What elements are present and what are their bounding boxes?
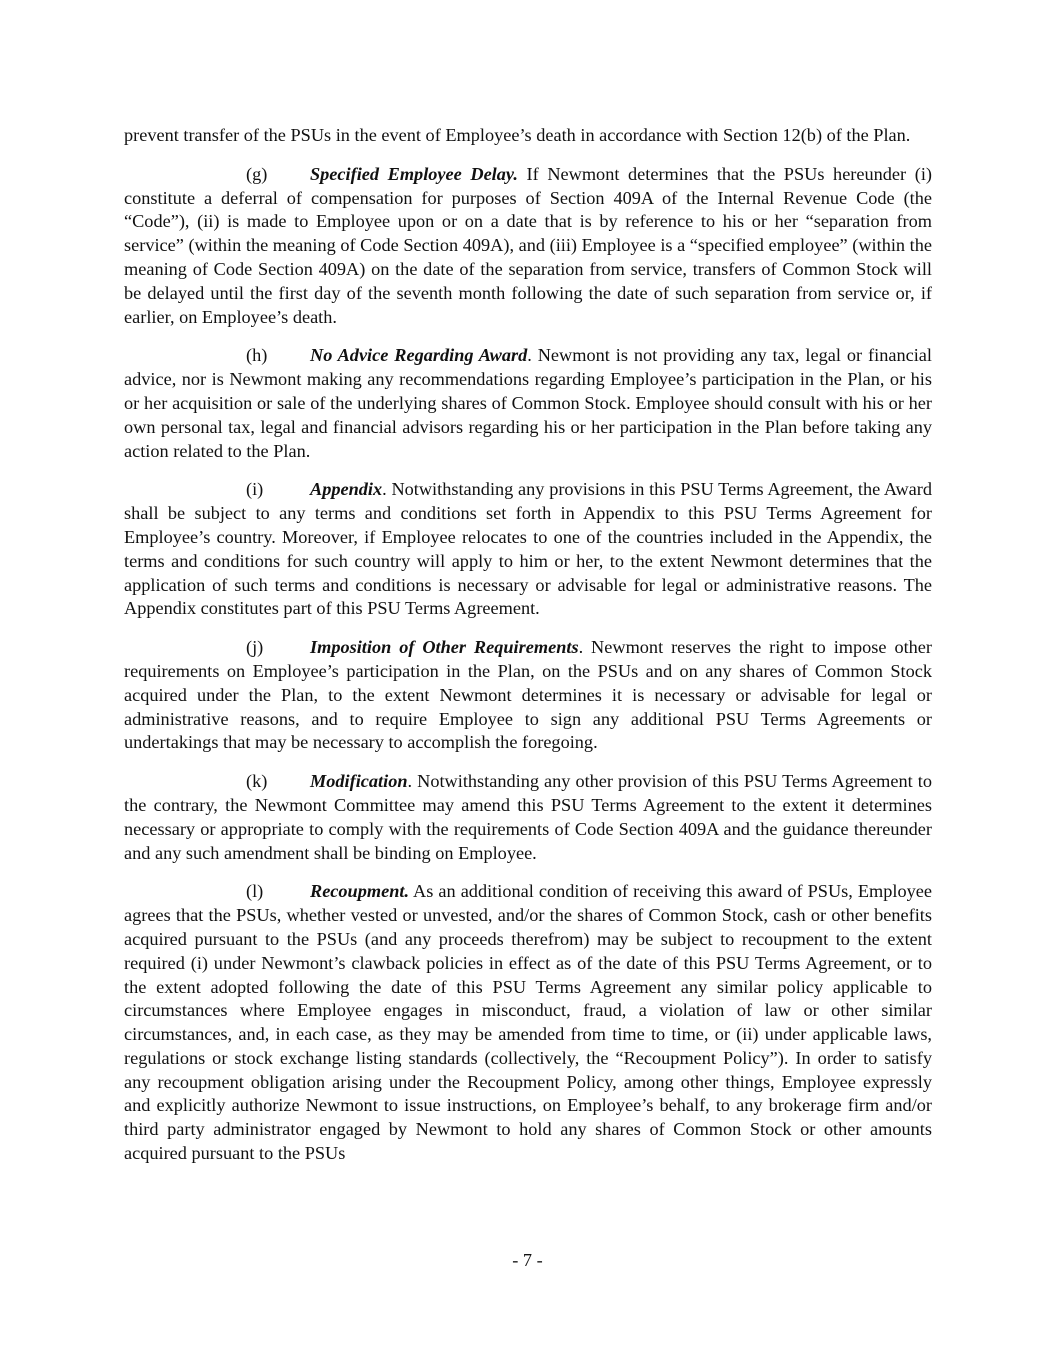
section-body: . Newmont is not providing any tax, legal or financial advice, nor is Newmont making any recommendations regarding Employee’s participation in the Plan, or his or her acquisition or sale of the underlying shares of Common Stock. Employee should consult with his or her own personal tax, legal and financial advisors regarding his or her participation in the Plan before taking any action related to the Plan.	[124, 345, 932, 461]
section-body: As an additional condition of receiving this award of PSUs, Employee agrees that the PSUs, whether vested or unvested, and/or the shares of Common Stock, cash or other benefits acquired pursuant to the PSUs (and any proceeds therefrom) may be subject to recoupment to the extent required (i) under Newmont’s clawback policies in effect as of the date of this PSU Terms Agreement, or to the extent adopted following the date of this PSU Terms Agreement any similar policy applicable to circumstances where Employee engages in misconduct, fraud, a violation of law or other similar circumstances, and, in each case, as they may be amended from time to time, or (ii) under applicable laws, regulations or stock exchange listing standards (collectively, the “Recoupment Policy”). In order to satisfy any recoupment obligation arising under the Recoupment Policy, among other things, Employee expressly and explicitly authorize Newmont to issue instructions, on Employee’s behalf, to any brokerage firm and/or third party administrator engaged by Newmont to hold any shares of Common Stock or other amounts acquired pursuant to the PSUs	[124, 881, 932, 1164]
section-l	[124, 880, 932, 1166]
section-heading: Appendix	[310, 479, 383, 500]
section-body: . Notwithstanding any other provision of this PSU Terms Agreement to the contrary, the Newmont Committee may amend this PSU Terms Agreement to the extent it determines necessary or appropriate to comply with the requirements of Code Section 409A and the guidance thereunder and any such amendment shall be binding on Employee.	[124, 771, 932, 863]
section-heading: Specified Employee Delay.	[310, 163, 518, 184]
section-j	[124, 636, 932, 755]
section-i	[124, 478, 932, 621]
section-heading: Imposition of Other Requirements	[310, 637, 579, 658]
section-label: (i)	[246, 479, 264, 500]
section-k	[124, 770, 932, 865]
section-label: (j)	[246, 637, 264, 658]
section-body: . Notwithstanding any provisions in this PSU Terms Agreement, the Award shall be subject to any terms and conditions set forth in Appendix to this PSU Terms Agreement for Employee’s country. Moreover, if Employee relocates to one of the countries included in the Appendix, the terms and conditions for such country will apply to him or her, to the extent Newmont determines that the application of such terms and conditions is necessary or advisable for legal or administrative reasons. The Appendix constitutes part of this PSU Terms Agreement.	[124, 479, 932, 619]
document-page	[124, 124, 932, 1181]
section-label: (l)	[246, 881, 264, 902]
continuation-paragraph: prevent transfer of the PSUs in the event of Employee’s death in accordance with Section 12(b) of the Plan.	[124, 125, 911, 145]
section-heading: Recoupment.	[310, 881, 410, 902]
section-heading: No Advice Regarding Award	[310, 345, 528, 366]
section-label: (g)	[246, 163, 268, 184]
section-body: . Newmont reserves the right to impose other requirements on Employee’s participation in the Plan, on the PSUs and on any shares of Common Stock acquired under the Plan, to the extent Newmont determines it is necessary or advisable for legal or administrative reasons, and to require Employee to sign any additional PSU Terms Agreements or undertakings that may be necessary to accomplish the foregoing.	[124, 637, 933, 753]
section-label: (k)	[246, 771, 268, 792]
section-heading: Modification	[310, 771, 408, 792]
section-label: (h)	[246, 345, 268, 366]
section-h	[124, 344, 932, 463]
section-g	[124, 163, 932, 330]
section-body: If Newmont determines that the PSUs hereunder (i) constitute a deferral of compensation for purposes of Section 409A of the Internal Revenue Code (the “Code”), (ii) is made to Employee upon or on a date that is by reference to his or her “separation from service” (within the meaning of Code Section 409A), and (iii) Employee is a “specified employee” (within the meaning of Code Section 409A) on the date of the separation from service, transfers of Common Stock will be delayed until the first day of the seventh month following the date of such separation from service or, if earlier, on Employee’s death.	[124, 163, 932, 327]
page-number: - 7 -	[512, 1250, 543, 1270]
